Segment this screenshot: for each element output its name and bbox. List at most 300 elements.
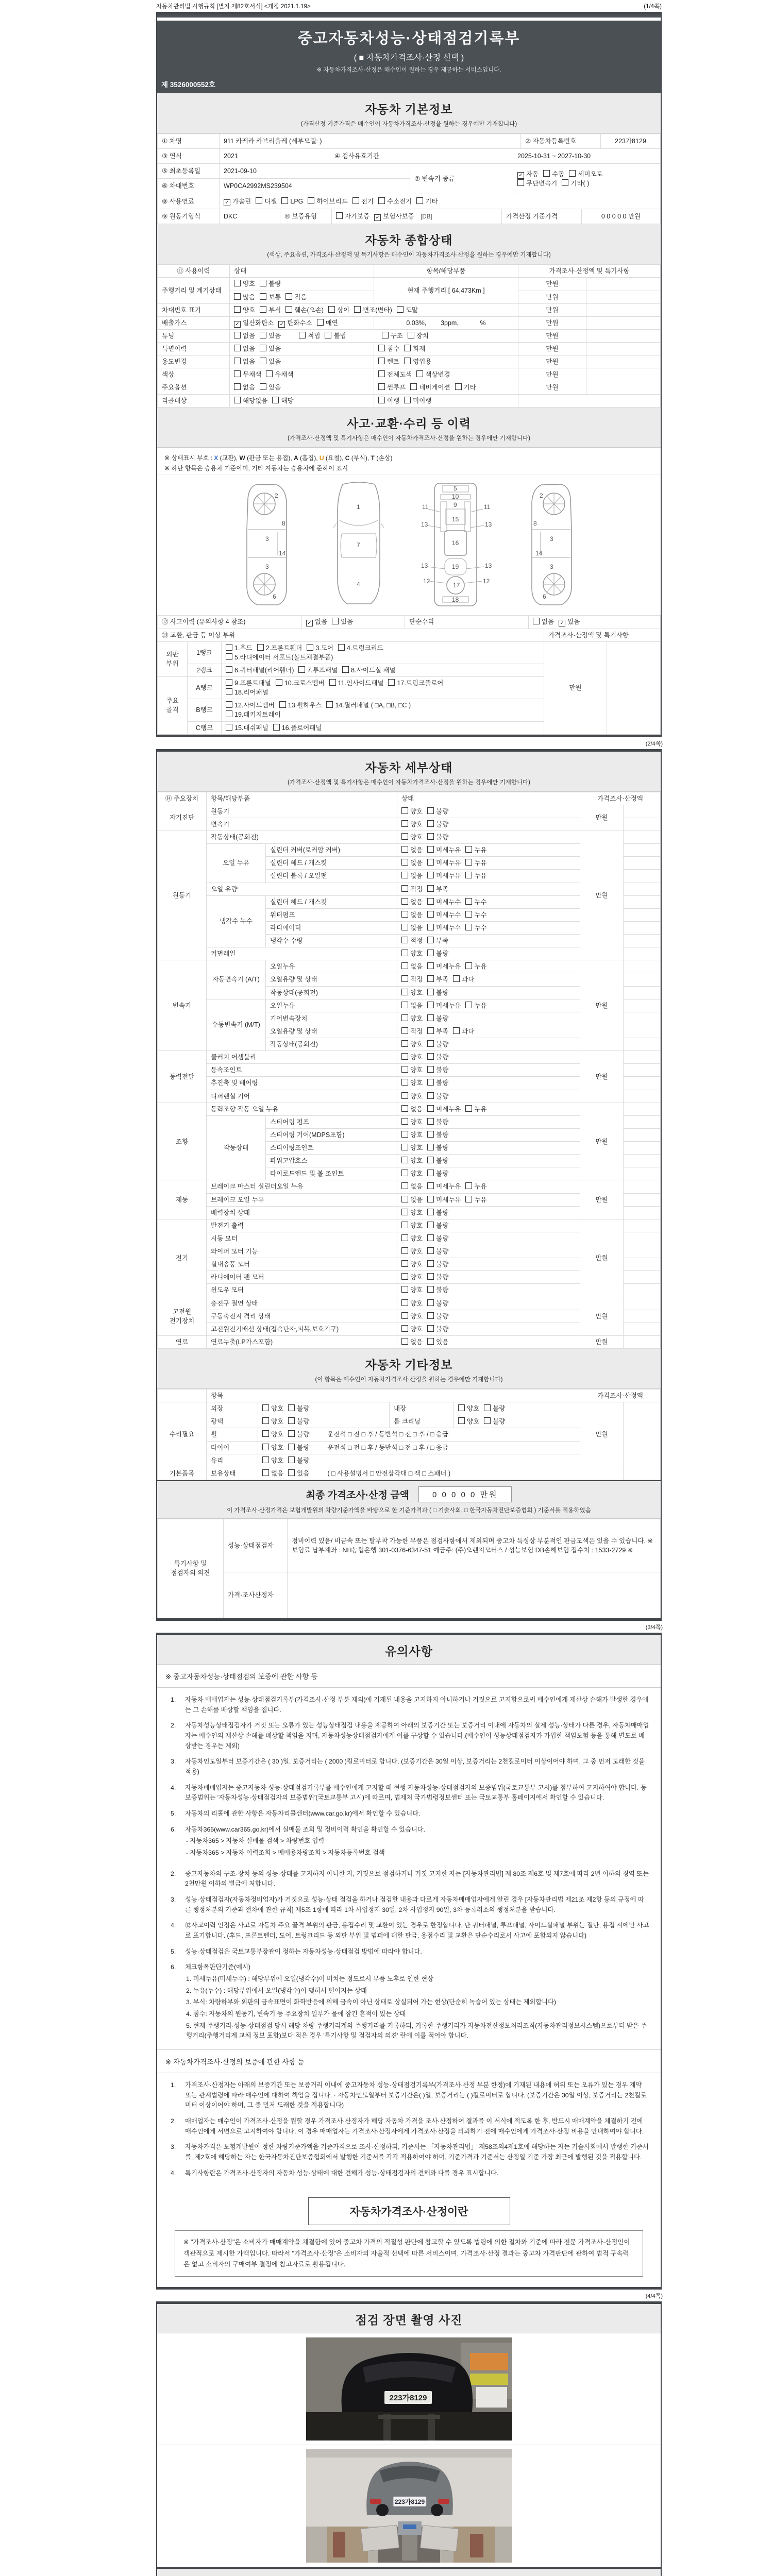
checkbox-icon[interactable] bbox=[401, 898, 408, 905]
checkbox-icon[interactable] bbox=[427, 962, 434, 969]
checkbox-icon[interactable] bbox=[401, 1312, 408, 1319]
checkbox-icon[interactable] bbox=[465, 1002, 472, 1008]
checkbox-option[interactable]: 18.리어패널 bbox=[226, 688, 268, 697]
checkbox-icon[interactable] bbox=[266, 370, 273, 377]
checkbox-icon[interactable] bbox=[569, 170, 576, 177]
checkbox-icon[interactable] bbox=[401, 1338, 408, 1345]
checkbox-icon[interactable] bbox=[427, 833, 434, 840]
checkbox-option[interactable]: 미세누유 bbox=[427, 1001, 461, 1010]
checkbox-icon[interactable] bbox=[234, 293, 241, 300]
checkbox-option[interactable]: 불량 bbox=[427, 1234, 448, 1243]
checkbox-option[interactable]: 불량 bbox=[427, 1299, 448, 1308]
checkbox-icon[interactable] bbox=[427, 1338, 434, 1345]
checkbox-icon[interactable] bbox=[427, 1131, 434, 1138]
checkbox-option[interactable]: 불량 bbox=[288, 1404, 309, 1413]
checkbox-icon[interactable] bbox=[427, 1247, 434, 1254]
checkbox-option[interactable]: 양호 bbox=[401, 1247, 423, 1256]
checkbox-option[interactable]: 양호 bbox=[401, 1312, 423, 1321]
checkbox-icon[interactable] bbox=[410, 383, 417, 390]
checkbox-option[interactable]: 무단변속기 bbox=[517, 179, 557, 188]
checkbox-option[interactable]: 상이 bbox=[328, 306, 349, 315]
checkbox-icon[interactable] bbox=[260, 332, 266, 338]
checkbox-option[interactable]: 10.크로스멤버 bbox=[276, 679, 325, 688]
checkbox-option[interactable]: 양호 bbox=[401, 1260, 423, 1269]
checkbox-option[interactable]: 있음 bbox=[260, 344, 281, 353]
checkbox-option[interactable]: 없음 bbox=[262, 1469, 283, 1478]
checkbox-icon[interactable] bbox=[401, 1079, 408, 1086]
checkbox-icon[interactable] bbox=[427, 1066, 434, 1073]
checkbox-option[interactable]: 양호 bbox=[401, 1130, 423, 1140]
checkbox-option[interactable]: 적음 bbox=[285, 293, 307, 302]
checkbox-icon[interactable] bbox=[427, 1040, 434, 1047]
checkbox-icon[interactable] bbox=[262, 1456, 269, 1463]
checkbox-icon[interactable] bbox=[262, 1430, 269, 1437]
checkbox-option[interactable]: 불량 bbox=[427, 1260, 448, 1269]
checkbox-icon[interactable] bbox=[332, 618, 339, 624]
checkbox-option[interactable]: 있음 bbox=[260, 383, 281, 392]
checkbox-option[interactable]: 불량 bbox=[427, 820, 448, 829]
checkbox-option[interactable]: 3.도어 bbox=[307, 643, 333, 653]
checkbox-icon[interactable] bbox=[308, 197, 314, 204]
checkbox-icon[interactable] bbox=[427, 1144, 434, 1150]
checkbox-icon[interactable] bbox=[427, 1222, 434, 1228]
checkbox-option[interactable]: 12.사이드멤버 bbox=[226, 701, 275, 710]
checkbox-icon[interactable] bbox=[299, 332, 306, 338]
checkbox-icon[interactable] bbox=[378, 358, 385, 364]
checkbox-option[interactable]: 14.필러패널 ( □A, □B, □C ) bbox=[326, 701, 411, 710]
checkbox-icon[interactable] bbox=[352, 197, 359, 204]
checkbox-icon[interactable] bbox=[427, 1092, 434, 1099]
checkbox-option[interactable]: 불량 bbox=[288, 1430, 309, 1439]
checkbox-icon[interactable] bbox=[427, 872, 434, 878]
checkbox-option[interactable]: 양호 bbox=[234, 306, 255, 315]
checkbox-icon[interactable] bbox=[401, 1118, 408, 1125]
checkbox-icon[interactable] bbox=[562, 179, 568, 186]
checkbox-option[interactable]: 불량 bbox=[427, 1078, 448, 1088]
checkbox-option[interactable]: 불량 bbox=[427, 833, 448, 842]
checkbox-option[interactable]: 미세누유 bbox=[427, 1105, 461, 1114]
checkbox-option[interactable]: 장치 bbox=[408, 331, 429, 341]
checkbox-icon[interactable] bbox=[234, 370, 241, 377]
checkbox-icon[interactable] bbox=[401, 1260, 408, 1267]
checkbox-option[interactable]: 불법 bbox=[325, 331, 346, 341]
checkbox-option[interactable]: 양호 bbox=[262, 1430, 283, 1439]
checkbox-option[interactable]: 누유 bbox=[465, 1105, 486, 1114]
checkbox-icon[interactable] bbox=[338, 644, 345, 651]
checkbox-icon[interactable] bbox=[378, 345, 385, 351]
checkbox-option[interactable]: 수소전기 bbox=[378, 197, 412, 206]
checkbox-option[interactable]: 불량 bbox=[288, 1456, 309, 1465]
checkbox-icon[interactable] bbox=[404, 358, 411, 364]
checkbox-icon[interactable] bbox=[465, 924, 472, 930]
checkbox-option[interactable]: 네비게이션 bbox=[410, 383, 450, 392]
checkbox-option[interactable]: 누유 bbox=[465, 1195, 486, 1205]
checkbox-option[interactable]: ✓ 일산화탄소 bbox=[234, 318, 274, 328]
checkbox-option[interactable]: 누유 bbox=[465, 962, 486, 971]
checkbox-option[interactable]: 없음 bbox=[401, 1001, 423, 1010]
checkbox-icon[interactable] bbox=[427, 1118, 434, 1125]
checkbox-option[interactable]: 5.라디에이터 서포트(볼트체결부품) bbox=[226, 653, 333, 662]
checkbox-icon[interactable] bbox=[401, 1247, 408, 1254]
checkbox-option[interactable]: 부족 bbox=[427, 1027, 448, 1036]
checkbox-option[interactable]: 누수 bbox=[465, 923, 486, 933]
checkbox-icon[interactable] bbox=[288, 1469, 295, 1476]
checkbox-icon[interactable] bbox=[226, 679, 232, 686]
checkbox-option[interactable]: 과다 bbox=[453, 1027, 474, 1036]
checkbox-option[interactable]: 없음 bbox=[401, 1105, 423, 1114]
checkbox-option[interactable]: 적정 bbox=[401, 1027, 423, 1036]
checkbox-icon[interactable] bbox=[465, 1196, 472, 1202]
checkbox-option[interactable]: 변조(변타) bbox=[354, 306, 392, 315]
checkbox-option[interactable]: 렌트 bbox=[378, 357, 399, 366]
checkbox-icon[interactable] bbox=[455, 383, 462, 390]
checkbox-option[interactable]: 불량 bbox=[427, 807, 448, 816]
checkbox-icon[interactable] bbox=[401, 1170, 408, 1176]
checkbox-icon[interactable] bbox=[401, 1209, 408, 1215]
checkbox-icon[interactable] bbox=[226, 653, 232, 660]
checkbox-icon[interactable] bbox=[234, 383, 241, 390]
checkbox-option[interactable]: 적정 bbox=[401, 885, 423, 894]
checkbox-option[interactable]: 양호 bbox=[401, 1078, 423, 1088]
checkbox-icon[interactable] bbox=[465, 872, 472, 878]
checkbox-option[interactable]: 없음 bbox=[401, 858, 423, 868]
checkbox-option[interactable]: 양호 bbox=[458, 1404, 479, 1413]
checkbox-icon[interactable] bbox=[317, 319, 324, 326]
checkbox-icon[interactable] bbox=[465, 962, 472, 969]
checkbox-option[interactable]: 부족 bbox=[427, 975, 448, 984]
checkbox-icon[interactable] bbox=[388, 679, 395, 686]
checkbox-icon[interactable] bbox=[427, 1170, 434, 1176]
checkbox-icon[interactable] bbox=[401, 1040, 408, 1047]
checkbox-option[interactable]: 1.후드 bbox=[226, 643, 253, 653]
checkbox-icon[interactable] bbox=[427, 1286, 434, 1293]
checkbox-icon[interactable] bbox=[427, 1234, 434, 1241]
checkbox-option[interactable]: 불량 bbox=[427, 1040, 448, 1049]
checkbox-option[interactable]: 양호 bbox=[401, 1221, 423, 1230]
checkbox-option[interactable]: 침수 bbox=[378, 344, 399, 353]
checkbox-option[interactable]: 있음 bbox=[260, 357, 281, 366]
checkbox-icon[interactable] bbox=[234, 358, 241, 364]
checkbox-icon[interactable] bbox=[484, 1404, 491, 1411]
checkbox-icon[interactable] bbox=[404, 345, 411, 351]
checkbox-icon[interactable] bbox=[260, 345, 266, 351]
checkbox-option[interactable]: LPG bbox=[281, 197, 303, 206]
checkbox-icon[interactable] bbox=[465, 1182, 472, 1189]
checkbox-option[interactable]: 15.대쉬패널 bbox=[226, 723, 268, 733]
checkbox-icon[interactable] bbox=[427, 859, 434, 866]
checkbox-option[interactable]: 11.인사이드패널 bbox=[329, 679, 384, 688]
checkbox-option[interactable]: 양호 bbox=[401, 949, 423, 958]
checkbox-option[interactable]: ✓ 보험사보증 bbox=[374, 212, 414, 221]
checkbox-option[interactable]: 불량 bbox=[427, 1014, 448, 1023]
checkbox-icon[interactable] bbox=[401, 1053, 408, 1060]
checkbox-icon[interactable] bbox=[401, 1325, 408, 1332]
checkbox-icon[interactable] bbox=[260, 293, 266, 300]
checkbox-option[interactable]: 미세누유 bbox=[427, 962, 461, 971]
checkbox-icon[interactable] bbox=[401, 937, 408, 943]
checkbox-option[interactable]: 13.휠하우스 bbox=[279, 701, 322, 710]
checkbox-option[interactable]: 유채색 bbox=[266, 370, 293, 379]
checkbox-icon[interactable] bbox=[273, 724, 280, 731]
checkbox-option[interactable]: 미세누유 bbox=[427, 1182, 461, 1191]
checkbox-option[interactable]: 하이브리드 bbox=[308, 197, 347, 206]
checkbox-option[interactable]: 없음 bbox=[401, 1337, 423, 1347]
checkbox-option[interactable]: 양호 bbox=[401, 1092, 423, 1101]
checkbox-icon[interactable] bbox=[226, 724, 232, 731]
checkbox-option[interactable]: 불량 bbox=[427, 1130, 448, 1140]
checkbox-option[interactable]: 7.루프패널 bbox=[298, 666, 338, 675]
checkbox-option[interactable]: 세미오토 bbox=[569, 170, 602, 179]
checkbox-option[interactable]: 기타 bbox=[455, 383, 476, 392]
checkbox-icon[interactable] bbox=[288, 1444, 295, 1450]
checkbox-icon[interactable] bbox=[401, 1131, 408, 1138]
checkbox-icon[interactable] bbox=[427, 898, 434, 905]
checkbox-option[interactable]: 없음 bbox=[401, 1182, 423, 1191]
checkbox-option[interactable]: 누수 bbox=[465, 897, 486, 907]
checkbox-icon[interactable] bbox=[427, 885, 434, 892]
checkbox-icon[interactable] bbox=[427, 924, 434, 930]
checkbox-checked-icon[interactable]: ✓ bbox=[224, 199, 230, 206]
checkbox-option[interactable]: 양호 bbox=[401, 1040, 423, 1049]
checkbox-option[interactable]: 없음 bbox=[533, 617, 554, 626]
checkbox-option[interactable]: 없음 bbox=[401, 962, 423, 971]
checkbox-option[interactable]: ✓ 탄화수소 bbox=[278, 318, 312, 328]
checkbox-option[interactable]: 양호 bbox=[262, 1456, 283, 1465]
checkbox-icon[interactable] bbox=[427, 807, 434, 814]
checkbox-option[interactable]: 없음 bbox=[401, 910, 423, 920]
checkbox-checked-icon[interactable]: ✓ bbox=[517, 172, 524, 179]
checkbox-icon[interactable] bbox=[533, 618, 540, 624]
checkbox-option[interactable]: 수동 bbox=[543, 170, 564, 179]
checkbox-icon[interactable] bbox=[401, 1286, 408, 1293]
checkbox-option[interactable]: 있음 bbox=[260, 331, 281, 341]
checkbox-option[interactable]: 2.프론트휀더 bbox=[257, 643, 303, 653]
checkbox-icon[interactable] bbox=[285, 293, 292, 300]
checkbox-icon[interactable] bbox=[543, 170, 550, 177]
checkbox-icon[interactable] bbox=[378, 370, 385, 377]
checkbox-option[interactable]: 누유 bbox=[465, 1001, 486, 1010]
checkbox-option[interactable]: 불량 bbox=[427, 1325, 448, 1334]
checkbox-option[interactable]: 없음 bbox=[401, 923, 423, 933]
checkbox-icon[interactable] bbox=[401, 1299, 408, 1306]
checkbox-option[interactable]: 양호 bbox=[401, 1156, 423, 1165]
checkbox-icon[interactable] bbox=[401, 911, 408, 918]
checkbox-option[interactable]: 누유 bbox=[465, 871, 486, 880]
checkbox-icon[interactable] bbox=[234, 306, 241, 313]
checkbox-option[interactable]: 없음 bbox=[234, 383, 255, 392]
checkbox-icon[interactable] bbox=[427, 1014, 434, 1021]
checkbox-icon[interactable] bbox=[226, 710, 232, 717]
checkbox-icon[interactable] bbox=[401, 1066, 408, 1073]
checkbox-icon[interactable] bbox=[262, 1417, 269, 1424]
checkbox-option[interactable]: 없음 bbox=[234, 357, 255, 366]
checkbox-icon[interactable] bbox=[427, 1299, 434, 1306]
checkbox-icon[interactable] bbox=[427, 1105, 434, 1112]
checkbox-icon[interactable] bbox=[378, 197, 385, 204]
checkbox-option[interactable]: 없음 bbox=[234, 344, 255, 353]
checkbox-option[interactable]: 9.프론트패널 bbox=[226, 679, 271, 688]
checkbox-option[interactable]: 불량 bbox=[484, 1404, 505, 1413]
checkbox-option[interactable]: 부식 bbox=[260, 306, 281, 315]
checkbox-option[interactable]: 없음 bbox=[234, 331, 255, 341]
checkbox-option[interactable]: 불량 bbox=[484, 1417, 505, 1426]
checkbox-icon[interactable] bbox=[378, 383, 385, 390]
checkbox-icon[interactable] bbox=[427, 1053, 434, 1060]
checkbox-icon[interactable] bbox=[401, 872, 408, 878]
checkbox-option[interactable]: 미세누유 bbox=[427, 858, 461, 868]
checkbox-option[interactable]: 영업용 bbox=[404, 357, 431, 366]
checkbox-option[interactable]: 썬루프 bbox=[378, 383, 406, 392]
checkbox-option[interactable]: 양호 bbox=[458, 1417, 479, 1426]
checkbox-icon[interactable] bbox=[342, 666, 349, 673]
checkbox-icon[interactable] bbox=[234, 397, 241, 403]
checkbox-option[interactable]: 보통 bbox=[260, 293, 281, 302]
checkbox-option[interactable]: 양호 bbox=[401, 1053, 423, 1062]
checkbox-option[interactable]: 훼손(오손) bbox=[285, 306, 324, 315]
checkbox-option[interactable]: 불량 bbox=[260, 279, 281, 289]
checkbox-option[interactable]: 불량 bbox=[427, 1221, 448, 1230]
checkbox-icon[interactable] bbox=[378, 397, 385, 403]
checkbox-option[interactable]: ✓ 가솔린 bbox=[224, 197, 251, 206]
checkbox-icon[interactable] bbox=[427, 1325, 434, 1332]
checkbox-option[interactable]: 양호 bbox=[262, 1443, 283, 1452]
checkbox-option[interactable]: 적법 bbox=[299, 331, 320, 341]
checkbox-option[interactable]: 양호 bbox=[262, 1417, 283, 1426]
checkbox-option[interactable]: 자가보증 bbox=[336, 212, 369, 221]
checkbox-option[interactable]: 도말 bbox=[397, 306, 418, 315]
checkbox-option[interactable]: 화재 bbox=[404, 344, 425, 353]
checkbox-icon[interactable] bbox=[288, 1456, 295, 1463]
checkbox-option[interactable]: 19.패키지트레이 bbox=[226, 710, 281, 719]
checkbox-icon[interactable] bbox=[288, 1417, 295, 1424]
checkbox-icon[interactable] bbox=[281, 197, 288, 204]
checkbox-icon[interactable] bbox=[401, 989, 408, 995]
checkbox-icon[interactable] bbox=[465, 846, 472, 853]
checkbox-option[interactable]: 부족 bbox=[427, 936, 448, 945]
checkbox-icon[interactable] bbox=[326, 701, 333, 708]
checkbox-icon[interactable] bbox=[401, 950, 408, 956]
checkbox-option[interactable]: 있음 bbox=[427, 1337, 448, 1347]
checkbox-option[interactable]: 미세누유 bbox=[427, 871, 461, 880]
checkbox-option[interactable]: 불량 bbox=[427, 1143, 448, 1153]
checkbox-option[interactable]: 디젤 bbox=[256, 197, 277, 206]
checkbox-icon[interactable] bbox=[427, 937, 434, 943]
checkbox-icon[interactable] bbox=[397, 306, 404, 313]
checkbox-option[interactable]: 불량 bbox=[427, 949, 448, 958]
checkbox-option[interactable]: 없음 bbox=[401, 871, 423, 880]
checkbox-option[interactable]: 양호 bbox=[401, 807, 423, 816]
checkbox-icon[interactable] bbox=[401, 1273, 408, 1280]
checkbox-icon[interactable] bbox=[260, 280, 266, 286]
checkbox-option[interactable]: 불량 bbox=[427, 1208, 448, 1217]
checkbox-option[interactable]: 불량 bbox=[288, 1417, 309, 1426]
checkbox-option[interactable]: 불량 bbox=[427, 1312, 448, 1321]
checkbox-icon[interactable] bbox=[234, 332, 241, 338]
checkbox-icon[interactable] bbox=[401, 1157, 408, 1163]
checkbox-icon[interactable] bbox=[288, 1430, 295, 1437]
checkbox-icon[interactable] bbox=[427, 1027, 434, 1034]
checkbox-icon[interactable] bbox=[226, 644, 232, 651]
checkbox-option[interactable]: 양호 bbox=[401, 1169, 423, 1178]
checkbox-option[interactable]: 있음 bbox=[288, 1469, 309, 1478]
checkbox-icon[interactable] bbox=[427, 1196, 434, 1202]
checkbox-option[interactable]: 불량 bbox=[427, 1247, 448, 1256]
checkbox-icon[interactable] bbox=[427, 820, 434, 827]
checkbox-option[interactable]: 양호 bbox=[401, 820, 423, 829]
checkbox-option[interactable]: 양호 bbox=[401, 1325, 423, 1334]
checkbox-option[interactable]: 불량 bbox=[427, 1053, 448, 1062]
checkbox-icon[interactable] bbox=[401, 1027, 408, 1034]
checkbox-option[interactable]: ✓ 없음 bbox=[306, 617, 327, 626]
checkbox-icon[interactable] bbox=[401, 1092, 408, 1099]
checkbox-icon[interactable] bbox=[336, 212, 343, 219]
checkbox-option[interactable]: 누유 bbox=[465, 858, 486, 868]
checkbox-icon[interactable] bbox=[401, 962, 408, 969]
checkbox-option[interactable]: ✓ 있음 bbox=[559, 617, 580, 626]
checkbox-option[interactable]: ✓ 자동 bbox=[517, 170, 539, 179]
checkbox-option[interactable]: 16.플로어패널 bbox=[273, 723, 322, 733]
checkbox-icon[interactable] bbox=[401, 924, 408, 930]
checkbox-icon[interactable] bbox=[401, 833, 408, 840]
checkbox-icon[interactable] bbox=[256, 197, 262, 204]
checkbox-icon[interactable] bbox=[262, 1404, 269, 1411]
checkbox-option[interactable]: 6.쿼터패널(리어휀더) bbox=[226, 666, 294, 675]
checkbox-option[interactable]: 미세누수 bbox=[427, 897, 461, 907]
checkbox-icon[interactable] bbox=[401, 1144, 408, 1150]
checkbox-option[interactable]: 불량 bbox=[427, 1117, 448, 1127]
checkbox-option[interactable]: 미세누수 bbox=[427, 923, 461, 933]
checkbox-option[interactable]: 적정 bbox=[401, 936, 423, 945]
checkbox-icon[interactable] bbox=[257, 644, 264, 651]
checkbox-option[interactable]: 기타 bbox=[416, 197, 438, 206]
checkbox-option[interactable]: 양호 bbox=[401, 1143, 423, 1153]
checkbox-icon[interactable] bbox=[401, 1196, 408, 1202]
checkbox-checked-icon[interactable]: ✓ bbox=[559, 620, 565, 626]
checkbox-icon[interactable] bbox=[260, 383, 266, 390]
checkbox-icon[interactable] bbox=[408, 332, 414, 338]
checkbox-icon[interactable] bbox=[328, 306, 335, 313]
checkbox-checked-icon[interactable]: ✓ bbox=[374, 214, 381, 221]
checkbox-option[interactable]: 불량 bbox=[288, 1443, 309, 1452]
checkbox-option[interactable]: 양호 bbox=[234, 279, 255, 289]
checkbox-icon[interactable] bbox=[234, 345, 241, 351]
checkbox-icon[interactable] bbox=[226, 666, 232, 673]
checkbox-icon[interactable] bbox=[288, 1404, 295, 1411]
checkbox-icon[interactable] bbox=[298, 666, 305, 673]
checkbox-option[interactable]: 양호 bbox=[262, 1404, 283, 1413]
checkbox-option[interactable]: 해당 bbox=[272, 396, 293, 405]
checkbox-icon[interactable] bbox=[427, 1157, 434, 1163]
checkbox-icon[interactable] bbox=[404, 397, 411, 403]
checkbox-icon[interactable] bbox=[401, 820, 408, 827]
checkbox-option[interactable]: 없음 bbox=[401, 897, 423, 907]
checkbox-option[interactable]: 누유 bbox=[465, 845, 486, 855]
checkbox-option[interactable]: 8.사이드실 패널 bbox=[342, 666, 395, 675]
checkbox-icon[interactable] bbox=[401, 1182, 408, 1189]
checkbox-icon[interactable] bbox=[382, 332, 389, 338]
checkbox-icon[interactable] bbox=[401, 975, 408, 982]
checkbox-icon[interactable] bbox=[260, 306, 266, 313]
checkbox-option[interactable]: 부족 bbox=[427, 885, 448, 894]
checkbox-checked-icon[interactable]: ✓ bbox=[306, 620, 313, 626]
checkbox-option[interactable]: 구조 bbox=[382, 331, 403, 341]
checkbox-icon[interactable] bbox=[458, 1404, 465, 1411]
checkbox-option[interactable]: 양호 bbox=[401, 1117, 423, 1127]
checkbox-option[interactable]: 있음 bbox=[332, 617, 353, 626]
checkbox-option[interactable]: 과다 bbox=[453, 975, 474, 984]
checkbox-option[interactable]: 불량 bbox=[427, 1273, 448, 1282]
checkbox-option[interactable]: 불량 bbox=[427, 988, 448, 997]
